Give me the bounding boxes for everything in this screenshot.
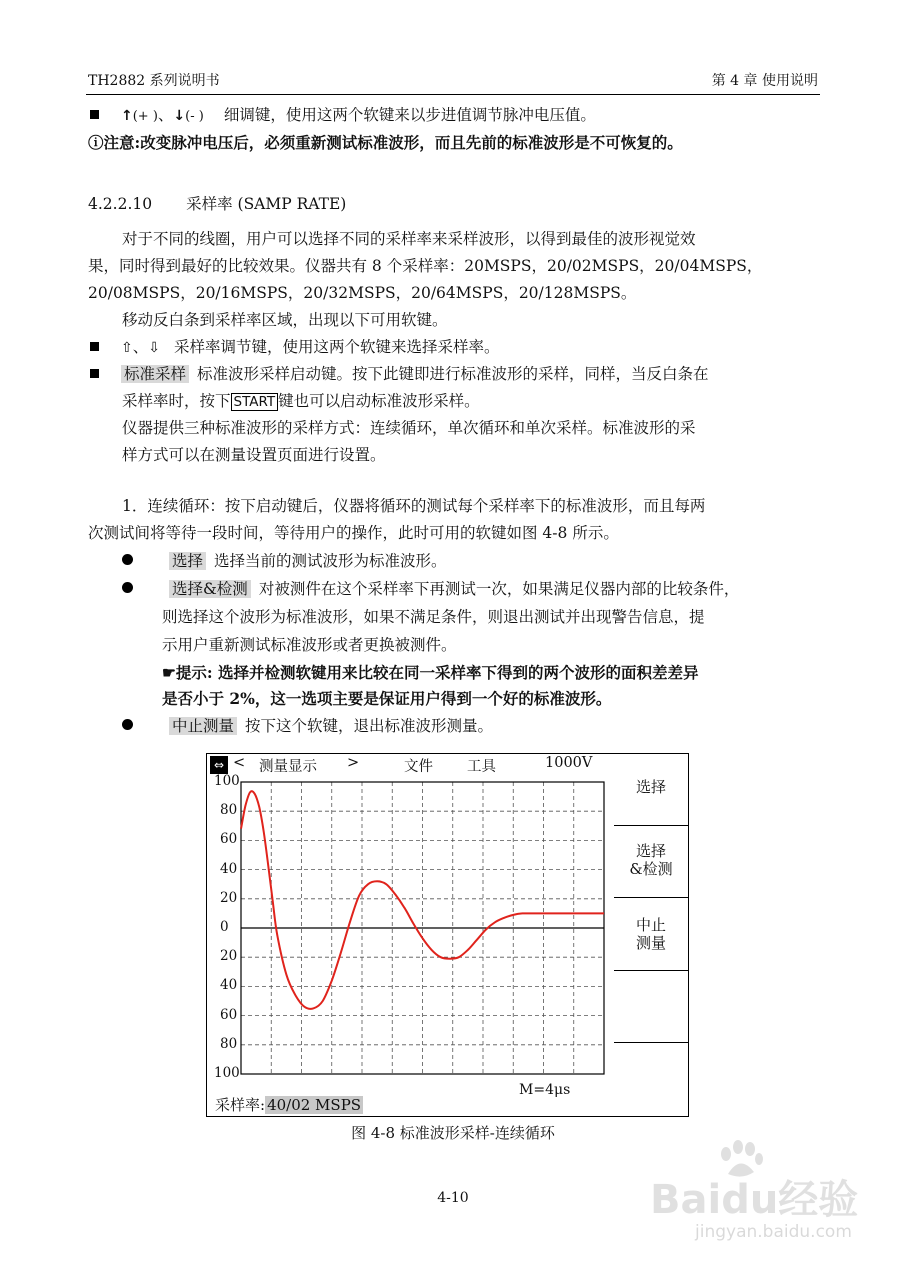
softkey-divider bbox=[614, 825, 688, 826]
arrow-keys-text: 采样率调节键，使用这两个软键来选择采样率。 bbox=[173, 338, 500, 356]
paragraph-4-line-1: 1．连续循环：按下启动键后，仪器将循环的测试每个采样率下的标准波形，而且每两 bbox=[122, 497, 706, 515]
y-tick-label: 100 bbox=[214, 1065, 240, 1081]
menu-file[interactable]: 文件 bbox=[404, 759, 433, 775]
dot-item-select-detect bbox=[122, 577, 739, 599]
std-sample-text-2b: 键也可以启动标准波形采样。 bbox=[278, 392, 480, 410]
y-tick-label: 60 bbox=[220, 831, 238, 848]
square-bullet-icon bbox=[90, 342, 99, 351]
y-tick-label: 100 bbox=[214, 773, 240, 789]
std-sample-text-2a: 采样率时，按下 bbox=[122, 392, 231, 410]
down-arrow-icon: ↓ bbox=[173, 108, 186, 124]
paragraph-3-line-1: 仪器提供三种标准波形的采样方式：连续循环，单次循环和单次采样。标准波形的采 bbox=[122, 419, 696, 437]
select-detect-text-1: 对被测件在这个采样率下再测试一次，如果满足仪器内部的比较条件， bbox=[258, 580, 740, 598]
select-detect-text-3: 示用户重新测试标准波形或者更换被测件。 bbox=[162, 636, 457, 654]
paragraph-1-line-2: 果，同时得到最好的比较效果。仪器共有 8 个采样率：20MSPS，20/02MSPS，20/04MSPS， bbox=[88, 257, 763, 275]
abort-text: 按下这个软键，退出标准波形测量。 bbox=[245, 717, 494, 735]
waveform-series-line bbox=[241, 791, 604, 1009]
softkey-select-detect-line-1: 选择 bbox=[635, 842, 666, 860]
minus-key: (- ) bbox=[185, 109, 204, 124]
softkey-select[interactable]: 选择 bbox=[635, 778, 666, 796]
down-hollow-arrow-icon: ⇩ bbox=[148, 340, 160, 356]
y-tick-label: 80 bbox=[220, 1035, 238, 1052]
swap-icon[interactable]: ⇔ bbox=[210, 756, 228, 774]
bullet-std-sample bbox=[90, 362, 709, 384]
section-number: 4.2.2.10 bbox=[88, 195, 153, 213]
y-tick-label: 20 bbox=[220, 889, 238, 906]
section-heading bbox=[88, 192, 346, 214]
fine-adjust-text: 细调键，使用这两个软键来以步进值调节脉冲电压值。 bbox=[223, 106, 596, 124]
y-tick-label: 40 bbox=[220, 977, 238, 994]
paragraph-4-line-2: 次测试间将等待一段时间，等待用户的操作，此时可用的软键如图 4-8 所示。 bbox=[88, 524, 619, 542]
softkey-select-detect-line-2: &检测 bbox=[629, 860, 673, 878]
y-tick-label: 0 bbox=[220, 919, 229, 935]
sample-rate-value[interactable]: 40/02 MSPS bbox=[267, 1096, 362, 1114]
header-chapter: 第 4 章 使用说明 bbox=[711, 73, 818, 89]
plus-key: (+ ) bbox=[132, 109, 158, 124]
select-key: 选择 bbox=[169, 552, 206, 570]
up-hollow-arrow-icon: ⇧ bbox=[121, 340, 133, 356]
watermark-url: jingyan.baidu.com bbox=[695, 1222, 852, 1242]
std-sample-key: 标准采样 bbox=[121, 365, 189, 383]
time-per-division: M=4μs bbox=[519, 1082, 571, 1098]
section-title: 采样率 (SAMP RATE) bbox=[186, 195, 347, 213]
select-detect-key: 选择&检测 bbox=[169, 580, 251, 598]
square-bullet-icon bbox=[90, 110, 99, 119]
std-sample-text-1: 标准波形采样启动键。按下此键即进行标准波形的采样，同样，当反白条在 bbox=[197, 365, 709, 383]
tip-line-1: ☛提示: 选择并检测软键用来比较在同一采样率下得到的两个波形的面积差差异 bbox=[162, 663, 699, 682]
note-text: ⓘ注意:改变脉冲电压后，必须重新测试标准波形，而且先前的标准波形是不可恢复的。 bbox=[88, 133, 683, 152]
dot-item-select bbox=[122, 549, 447, 571]
softkey-divider bbox=[614, 970, 688, 971]
instrument-screen bbox=[206, 753, 689, 1117]
watermark-brand: Baidu经验 bbox=[650, 1177, 859, 1223]
softkey-abort-line-1: 中止 bbox=[635, 916, 666, 934]
square-bullet-icon bbox=[90, 369, 99, 378]
dot-item-abort bbox=[122, 714, 493, 736]
select-detect-text-2: 则选择这个波形为标准波形，如果不满足条件，则退出测试并出现警告信息，提 bbox=[162, 608, 705, 626]
softkey-divider bbox=[614, 897, 688, 898]
header-doc-title: TH2882 系列说明书 bbox=[88, 73, 220, 89]
y-tick-label: 80 bbox=[220, 802, 238, 819]
paragraph-3-line-2: 样方式可以在测量设置页面进行设置。 bbox=[122, 446, 386, 464]
y-tick-label: 20 bbox=[220, 948, 238, 965]
std-sample-line-2 bbox=[122, 389, 480, 411]
tip-line-2: 是否小于 2%，这一选项主要是保证用户得到一个好的标准波形。 bbox=[162, 689, 612, 708]
separator: 、 bbox=[132, 338, 149, 356]
softkey-abort[interactable] bbox=[614, 916, 688, 952]
fine-adjust-line bbox=[90, 103, 596, 125]
paragraph-1-line-3: 20/08MSPS，20/16MSPS，20/32MSPS，20/64MSPS，20/128MSPS。 bbox=[88, 284, 637, 302]
paragraph-2: 移动反白条到采样率区域，出现以下可用软键。 bbox=[122, 311, 448, 329]
y-tick-label: 60 bbox=[220, 1006, 238, 1023]
y-tick-label: 40 bbox=[220, 860, 238, 877]
bullet-arrow-keys bbox=[90, 335, 500, 357]
nav-left-icon[interactable]: < bbox=[233, 755, 246, 771]
start-key: START bbox=[231, 393, 279, 411]
dot-bullet-icon bbox=[122, 719, 133, 730]
figure-caption: 图 4-8 标准波形采样-连续循环 bbox=[351, 1124, 555, 1142]
nav-right-icon[interactable]: > bbox=[347, 755, 360, 771]
paragraph-1-line-1: 对于不同的线圈，用户可以选择不同的采样率来采样波形，以得到最佳的波形视觉效 bbox=[122, 230, 696, 248]
sample-rate-label: 采样率: bbox=[215, 1096, 266, 1114]
sample-rate-field[interactable] bbox=[215, 1094, 363, 1115]
softkey-abort-line-2: 测量 bbox=[635, 934, 666, 952]
header-rule bbox=[86, 94, 820, 95]
screen-title: 测量显示 bbox=[259, 759, 317, 775]
page-number: 4-10 bbox=[437, 1190, 469, 1206]
separator: 、 bbox=[157, 106, 174, 124]
softkey-select-detect[interactable] bbox=[614, 842, 688, 878]
abort-key: 中止测量 bbox=[169, 717, 237, 735]
select-text: 选择当前的测试波形为标准波形。 bbox=[214, 552, 447, 570]
voltage-readout: 1000V bbox=[545, 755, 593, 771]
softkey-divider bbox=[614, 1042, 688, 1043]
menu-tools[interactable]: 工具 bbox=[467, 759, 496, 775]
up-arrow-icon: ↑ bbox=[121, 108, 133, 124]
dot-bullet-icon bbox=[122, 582, 133, 593]
dot-bullet-icon bbox=[122, 554, 133, 565]
